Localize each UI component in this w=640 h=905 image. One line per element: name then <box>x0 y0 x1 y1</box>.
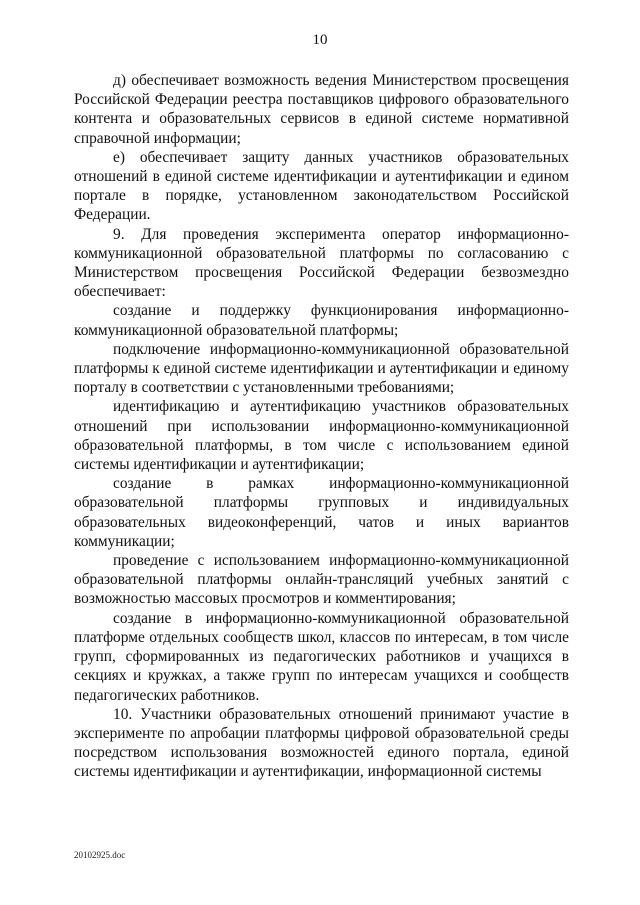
paragraph-9: 9. Для проведения эксперимента оператор информационно-коммуникационной образовательной платформы по согласованию с Министерством просвещения Российской Федерации безвозмездно обеспечивает: <box>74 225 569 301</box>
list-item-broadcasts: проведение с использованием информационно-коммуникационной образовательной платформы онлайн-трансляций учебных занятий с возможностью массовых просмотров и комментирования; <box>74 552 569 608</box>
page-number: 10 <box>312 32 328 48</box>
list-item-communities: создание в информационно-коммуникационной образовательной платформе отдельных сообществ школ, классов по интересам, в том числе групп, сформированных из педагогических работников и учащихся в секциях и кружках, а также групп по интересам учащихся и сообществ педагогических работников. <box>74 609 569 704</box>
paragraph-10: 10. Участники образовательных отношений принимают участие в эксперименте по апробации платформы цифровой образовательной среды посредством использования возможностей единого портала, единой системы идентификации и аутентификации, информационной системы <box>74 705 569 781</box>
list-item-identification: идентификацию и аутентификацию участников образовательных отношений при использовании информационно-коммуникационной образовательной платформы, в том числе с использованием единой системы идентификации и аутентификации; <box>74 398 569 474</box>
list-item-videoconferences: создание в рамках информационно-коммуникационной образовательной платформы групповых и индивидуальных образовательных видеоконференций, чатов и иных вариантов коммуникации; <box>74 475 569 550</box>
paragraph-d: д) обеспечивает возможность ведения Министерством просвещения Российской Федерации реестра поставщиков цифрового образовательного контента и образовательных сервисов в единой системе нормативной справочной информации; <box>74 72 569 147</box>
list-item-platform-support: создание и поддержку функционирования информационно-коммуникационной образовательной платформы; <box>74 302 569 339</box>
list-item-platform-connection: подключение информационно-коммуникационной образовательной платформы к единой системе идентификации и аутентификации и единому порталу в соответствии с установленными требованиями; <box>74 340 569 397</box>
file-name-footer: 20102925.doc <box>74 850 126 860</box>
document-body <box>74 71 569 782</box>
paragraph-e: е) обеспечивает защиту данных участников образовательных отношений в единой системе идентификации и аутентификации и едином портале в порядке, установленном законодательством Российской Федерации. <box>74 148 569 224</box>
